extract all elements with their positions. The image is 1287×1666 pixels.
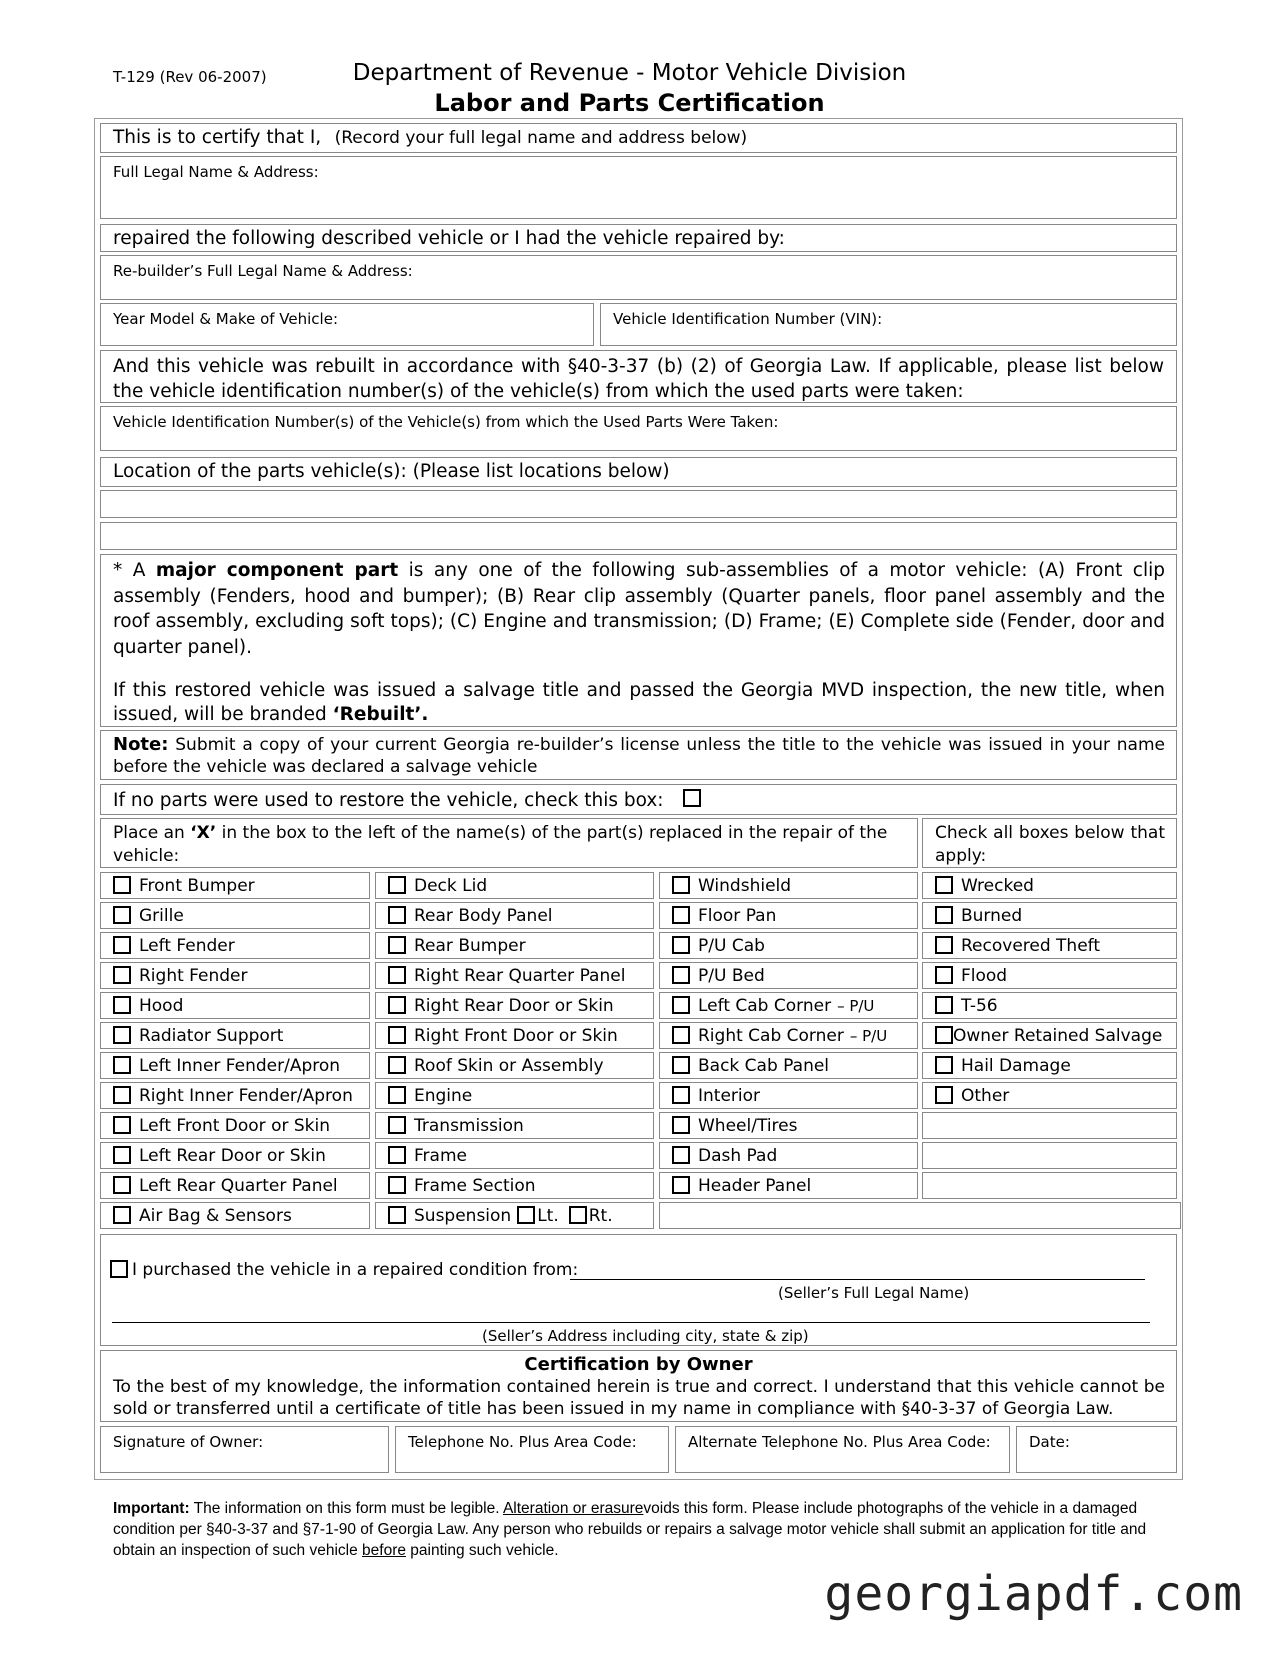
part-rear-bumper-checkbox[interactable] bbox=[388, 936, 406, 954]
part-windshield-checkbox[interactable] bbox=[672, 876, 690, 894]
part-label: Flood bbox=[961, 966, 1008, 986]
part-burned bbox=[922, 902, 1177, 929]
part-flood bbox=[922, 962, 1177, 989]
part-frame-section-checkbox[interactable] bbox=[388, 1176, 406, 1194]
parts-header-pre: Place an bbox=[113, 823, 185, 843]
vin-field[interactable] bbox=[600, 303, 1177, 346]
part-left-inner-fender-apron-checkbox[interactable] bbox=[113, 1056, 131, 1074]
part-deck-lid bbox=[375, 872, 654, 899]
part-right-inner-fender-apron-checkbox[interactable] bbox=[113, 1086, 131, 1104]
seller-name-caption: (Seller’s Full Legal Name) bbox=[778, 1284, 970, 1302]
telephone-field[interactable] bbox=[395, 1426, 669, 1473]
pu-suffix: – P/U bbox=[837, 997, 875, 1015]
note-text bbox=[113, 734, 1165, 778]
part-suspension-checkbox[interactable] bbox=[388, 1206, 406, 1224]
part-label: P/U Bed bbox=[698, 966, 765, 986]
part-air-bag-sensors-checkbox[interactable] bbox=[113, 1206, 131, 1224]
part-right-fender bbox=[100, 962, 370, 989]
part-label: Rear Body Panel bbox=[414, 906, 553, 926]
note-label: Note: bbox=[113, 734, 169, 755]
part-wrecked-checkbox[interactable] bbox=[935, 876, 953, 894]
parts-vin-label: Vehicle Identification Number(s) of the Vehicle(s) from which the Used Parts Were Taken: bbox=[113, 413, 779, 431]
part-left-front-door-or-skin-checkbox[interactable] bbox=[113, 1116, 131, 1134]
part-deck-lid-checkbox[interactable] bbox=[388, 876, 406, 894]
part-left-cab-corner bbox=[659, 992, 918, 1019]
part-label: Dash Pad bbox=[698, 1146, 778, 1166]
part-right-cab-corner bbox=[659, 1022, 918, 1049]
check-all-text: Check all boxes below that apply: bbox=[935, 823, 1165, 866]
suspension-right-checkbox[interactable] bbox=[569, 1206, 587, 1224]
year-model-label: Year Model & Make of Vehicle: bbox=[113, 310, 338, 328]
part-label: Wheel/Tires bbox=[698, 1116, 798, 1136]
part-label: Transmission bbox=[414, 1116, 524, 1136]
date-field[interactable] bbox=[1016, 1426, 1177, 1473]
vin-label: Vehicle Identification Number (VIN): bbox=[613, 310, 883, 328]
seller-address-caption: (Seller’s Address including city, state & zip) bbox=[482, 1327, 809, 1345]
part-right-rear-quarter-panel-checkbox[interactable] bbox=[388, 966, 406, 984]
definition-star: * A bbox=[113, 560, 146, 581]
part-frame bbox=[375, 1142, 654, 1169]
no-parts-text: If no parts were used to restore the vehicle, check this box: bbox=[113, 790, 664, 811]
part-label: Left Front Door or Skin bbox=[139, 1116, 331, 1136]
part-grille bbox=[100, 902, 370, 929]
part-interior bbox=[659, 1082, 918, 1109]
empty-grid-cell bbox=[922, 1172, 1177, 1199]
part-label: Header Panel bbox=[698, 1176, 812, 1196]
suspension-right-label: Rt. bbox=[588, 1206, 613, 1226]
part-label: Floor Pan bbox=[698, 906, 777, 926]
part-label: Left Inner Fender/Apron bbox=[139, 1056, 341, 1076]
location-line-2[interactable] bbox=[100, 522, 1177, 550]
part-label: Right Inner Fender/Apron bbox=[139, 1086, 353, 1106]
alt-telephone-label: Alternate Telephone No. Plus Area Code: bbox=[688, 1433, 991, 1451]
important-t1: The information on this form must be legible. bbox=[193, 1500, 500, 1517]
form-number: T-129 (Rev 06-2007) bbox=[113, 68, 267, 86]
salvage-brand: ‘Rebuilt’. bbox=[332, 704, 429, 725]
part-left-fender bbox=[100, 932, 370, 959]
part-hood-checkbox[interactable] bbox=[113, 996, 131, 1014]
part-label: Left Rear Door or Skin bbox=[139, 1146, 326, 1166]
part-label: Rear Bumper bbox=[414, 936, 526, 956]
no-parts-checkbox[interactable] bbox=[683, 789, 701, 807]
part-label: Other bbox=[961, 1086, 1010, 1106]
part-right-front-door-or-skin-checkbox[interactable] bbox=[388, 1026, 406, 1044]
signature-label: Signature of Owner: bbox=[113, 1433, 264, 1451]
part-label: Frame Section bbox=[414, 1176, 536, 1196]
part-label: Wrecked bbox=[961, 876, 1034, 896]
empty-grid-cell bbox=[659, 1202, 1181, 1229]
part-front-bumper-checkbox[interactable] bbox=[113, 876, 131, 894]
part-label: Deck Lid bbox=[414, 876, 488, 896]
part-rear-body-panel-checkbox[interactable] bbox=[388, 906, 406, 924]
seller-address-line[interactable] bbox=[112, 1322, 1150, 1323]
location-label: Location of the parts vehicle(s): (Please list locations below) bbox=[100, 457, 1177, 487]
certification-text: To the best of my knowledge, the information contained herein is true and correct. I understand that this vehicle cannot be sold or transferred until a certificate of title has been issued in my name in compliance with §40-3-37 of Georgia Law. bbox=[113, 1377, 1165, 1419]
salvage-body: If this restored vehicle was issued a salvage title and passed the Georgia MVD inspection, the new title, when issued, will be branded bbox=[113, 680, 1165, 725]
purchased-checkbox[interactable] bbox=[110, 1260, 128, 1278]
part-back-cab-panel-checkbox[interactable] bbox=[672, 1056, 690, 1074]
important-t3: painting such vehicle. bbox=[410, 1542, 559, 1559]
important-label: Important: bbox=[113, 1500, 190, 1517]
salvage-text bbox=[113, 679, 1165, 727]
telephone-label: Telephone No. Plus Area Code: bbox=[408, 1433, 637, 1451]
part-floor-pan-checkbox[interactable] bbox=[672, 906, 690, 924]
certify-row bbox=[100, 123, 1177, 153]
part-p-u-cab bbox=[659, 932, 918, 959]
part-left-fender-checkbox[interactable] bbox=[113, 936, 131, 954]
part-right-rear-door-or-skin bbox=[375, 992, 654, 1019]
pu-suffix: – P/U bbox=[849, 1027, 888, 1045]
parts-vin-field[interactable] bbox=[100, 406, 1177, 451]
date-label: Date: bbox=[1029, 1433, 1070, 1451]
part-left-cab-corner-checkbox[interactable] bbox=[672, 996, 690, 1014]
part-owner-retained-salvage-checkbox[interactable] bbox=[935, 1026, 953, 1044]
parts-header-post: in the box to the left of the name(s) of the part(s) replaced in the repair of the vehicle: bbox=[113, 823, 888, 866]
important-text bbox=[113, 1498, 1173, 1561]
part-rear-bumper bbox=[375, 932, 654, 959]
part-owner-retained-salvage bbox=[922, 1022, 1177, 1049]
part-hail-damage bbox=[922, 1052, 1177, 1079]
purchased-text: I purchased the vehicle in a repaired condition from: bbox=[132, 1260, 579, 1280]
part-back-cab-panel bbox=[659, 1052, 918, 1079]
part-rear-body-panel bbox=[375, 902, 654, 929]
year-model-field[interactable] bbox=[100, 303, 594, 346]
part-label: Left Rear Quarter Panel bbox=[139, 1176, 338, 1196]
part-left-rear-door-or-skin-checkbox[interactable] bbox=[113, 1146, 131, 1164]
part-label: Right Front Door or Skin bbox=[414, 1026, 618, 1046]
part-wrecked bbox=[922, 872, 1177, 899]
part-wheel-tires-checkbox[interactable] bbox=[672, 1116, 690, 1134]
part-right-rear-quarter-panel bbox=[375, 962, 654, 989]
part-roof-skin-or-assembly bbox=[375, 1052, 654, 1079]
part-label: Burned bbox=[961, 906, 1023, 926]
part-label: Grille bbox=[139, 906, 184, 926]
part-right-inner-fender-apron bbox=[100, 1082, 370, 1109]
important-before: before bbox=[362, 1542, 406, 1559]
no-parts-row bbox=[100, 784, 1177, 815]
part-left-rear-door-or-skin bbox=[100, 1142, 370, 1169]
part-right-fender-checkbox[interactable] bbox=[113, 966, 131, 984]
part-engine-checkbox[interactable] bbox=[388, 1086, 406, 1104]
part-left-front-door-or-skin bbox=[100, 1112, 370, 1139]
part-dash-pad-checkbox[interactable] bbox=[672, 1146, 690, 1164]
part-label: Roof Skin or Assembly bbox=[414, 1056, 604, 1076]
part-recovered-theft bbox=[922, 932, 1177, 959]
part-left-rear-quarter-panel bbox=[100, 1172, 370, 1199]
empty-grid-cell bbox=[922, 1112, 1177, 1139]
part-right-cab-corner-checkbox[interactable] bbox=[672, 1026, 690, 1044]
part-label: Right Fender bbox=[139, 966, 248, 986]
certification-title: Certification by Owner bbox=[524, 1354, 753, 1375]
part-radiator-support-checkbox[interactable] bbox=[113, 1026, 131, 1044]
part-hail-damage-checkbox[interactable] bbox=[935, 1056, 953, 1074]
part-suspension bbox=[375, 1202, 654, 1229]
rebuilder-label: Re-builder’s Full Legal Name & Address: bbox=[113, 262, 413, 280]
part-grille-checkbox[interactable] bbox=[113, 906, 131, 924]
part-transmission bbox=[375, 1112, 654, 1139]
definition-body: is any one of the following sub-assemblies of a motor vehicle: (A) Front clip assembly (Fenders, hood and bumper); (B) Rear clip assembly (Quarter panels, floor panel assembly and the roof assembly, excluding soft tops); (C) Engine and transmission; (D) Frame; (E) Complete side (Fender, door and quarter panel). bbox=[113, 560, 1165, 658]
part-wheel-tires bbox=[659, 1112, 918, 1139]
full-name-field[interactable] bbox=[100, 156, 1177, 219]
part-label: Right Cab Corner bbox=[698, 1026, 844, 1046]
location-line-1[interactable] bbox=[100, 490, 1177, 518]
part-hood bbox=[100, 992, 370, 1019]
seller-name-line[interactable] bbox=[570, 1279, 1145, 1280]
part-label: Left Cab Corner bbox=[698, 996, 832, 1016]
part-label: Interior bbox=[698, 1086, 761, 1106]
part-floor-pan bbox=[659, 902, 918, 929]
part-label: Engine bbox=[414, 1086, 473, 1106]
part-p-u-bed-checkbox[interactable] bbox=[672, 966, 690, 984]
part-label: Hail Damage bbox=[961, 1056, 1071, 1076]
important-t2: voids this form. Please include photographs of the vehicle in a damaged condition per §40-3-37 and §7-1-90 of Georgia Law. Any person who rebuilds or repairs a salvage motor vehicle shall submit an application for title and obtain an inspection of such vehicle bbox=[113, 1500, 1147, 1559]
page-title: Labor and Parts Certification bbox=[434, 89, 825, 117]
part-label: Left Fender bbox=[139, 936, 235, 956]
part-label: P/U Cab bbox=[698, 936, 765, 956]
part-other-checkbox[interactable] bbox=[935, 1086, 953, 1104]
part-p-u-bed bbox=[659, 962, 918, 989]
watermark: georgiapdf.com bbox=[824, 1566, 1243, 1622]
department-title: Department of Revenue - Motor Vehicle Division bbox=[352, 60, 907, 86]
certify-lead: This is to certify that I, bbox=[113, 127, 322, 148]
note-body: Submit a copy of your current Georgia re-builder’s license unless the title to the vehicle was issued in your name before the vehicle was declared a salvage vehicle bbox=[113, 735, 1165, 777]
part-label: Air Bag & Sensors bbox=[139, 1206, 292, 1226]
part-header-panel bbox=[659, 1172, 918, 1199]
part-right-front-door-or-skin bbox=[375, 1022, 654, 1049]
part-t-56 bbox=[922, 992, 1177, 1019]
part-frame-checkbox[interactable] bbox=[388, 1146, 406, 1164]
part-right-rear-door-or-skin-checkbox[interactable] bbox=[388, 996, 406, 1014]
part-label: Right Rear Quarter Panel bbox=[414, 966, 626, 986]
suspension-left-label: Lt. bbox=[537, 1206, 559, 1226]
part-radiator-support bbox=[100, 1022, 370, 1049]
empty-grid-cell bbox=[922, 1142, 1177, 1169]
alt-telephone-field[interactable] bbox=[675, 1426, 1010, 1473]
part-label: Owner Retained Salvage bbox=[953, 1026, 1163, 1046]
part-frame-section bbox=[375, 1172, 654, 1199]
parts-header-text bbox=[113, 822, 903, 868]
part-label: Suspension bbox=[414, 1206, 512, 1226]
part-burned-checkbox[interactable] bbox=[935, 906, 953, 924]
suspension-left-checkbox[interactable] bbox=[517, 1206, 535, 1224]
part-dash-pad bbox=[659, 1142, 918, 1169]
part-label: Recovered Theft bbox=[961, 936, 1101, 956]
part-t-56-checkbox[interactable] bbox=[935, 996, 953, 1014]
rebuilt-statement: And this vehicle was rebuilt in accordance with §40-3-37 (b) (2) of Georgia Law. If applicable, please list below the vehicle identification number(s) of the vehicle(s) from which the used parts were taken: bbox=[100, 350, 1177, 403]
part-windshield bbox=[659, 872, 918, 899]
purchased-row bbox=[110, 1260, 578, 1280]
part-front-bumper bbox=[100, 872, 370, 899]
part-label: Hood bbox=[139, 996, 184, 1016]
part-engine bbox=[375, 1082, 654, 1109]
signature-field[interactable] bbox=[100, 1426, 389, 1473]
part-air-bag-sensors bbox=[100, 1202, 370, 1229]
repaired-statement: repaired the following described vehicle or I had the vehicle repaired by: bbox=[100, 224, 1177, 252]
part-recovered-theft-checkbox[interactable] bbox=[935, 936, 953, 954]
part-label: Windshield bbox=[698, 876, 792, 896]
part-label: Front Bumper bbox=[139, 876, 255, 896]
full-name-label: Full Legal Name & Address: bbox=[113, 163, 319, 181]
part-label: Right Rear Door or Skin bbox=[414, 996, 614, 1016]
important-alteration: Alteration or erasure bbox=[502, 1500, 644, 1517]
rebuilder-field[interactable] bbox=[100, 255, 1177, 300]
part-left-inner-fender-apron bbox=[100, 1052, 370, 1079]
part-label: Radiator Support bbox=[139, 1026, 284, 1046]
parts-header-x: ‘X’ bbox=[190, 823, 217, 843]
part-other bbox=[922, 1082, 1177, 1109]
definition-term: major component part bbox=[155, 560, 399, 581]
definition-text bbox=[113, 558, 1165, 660]
part-interior-checkbox[interactable] bbox=[672, 1086, 690, 1104]
part-label: T-56 bbox=[961, 996, 998, 1016]
part-flood-checkbox[interactable] bbox=[935, 966, 953, 984]
part-transmission-checkbox[interactable] bbox=[388, 1116, 406, 1134]
part-label: Back Cab Panel bbox=[698, 1056, 830, 1076]
part-p-u-cab-checkbox[interactable] bbox=[672, 936, 690, 954]
part-label: Frame bbox=[414, 1146, 467, 1166]
part-roof-skin-or-assembly-checkbox[interactable] bbox=[388, 1056, 406, 1074]
part-left-rear-quarter-panel-checkbox[interactable] bbox=[113, 1176, 131, 1194]
certify-instruction: (Record your full legal name and address below) bbox=[334, 128, 748, 148]
part-header-panel-checkbox[interactable] bbox=[672, 1176, 690, 1194]
